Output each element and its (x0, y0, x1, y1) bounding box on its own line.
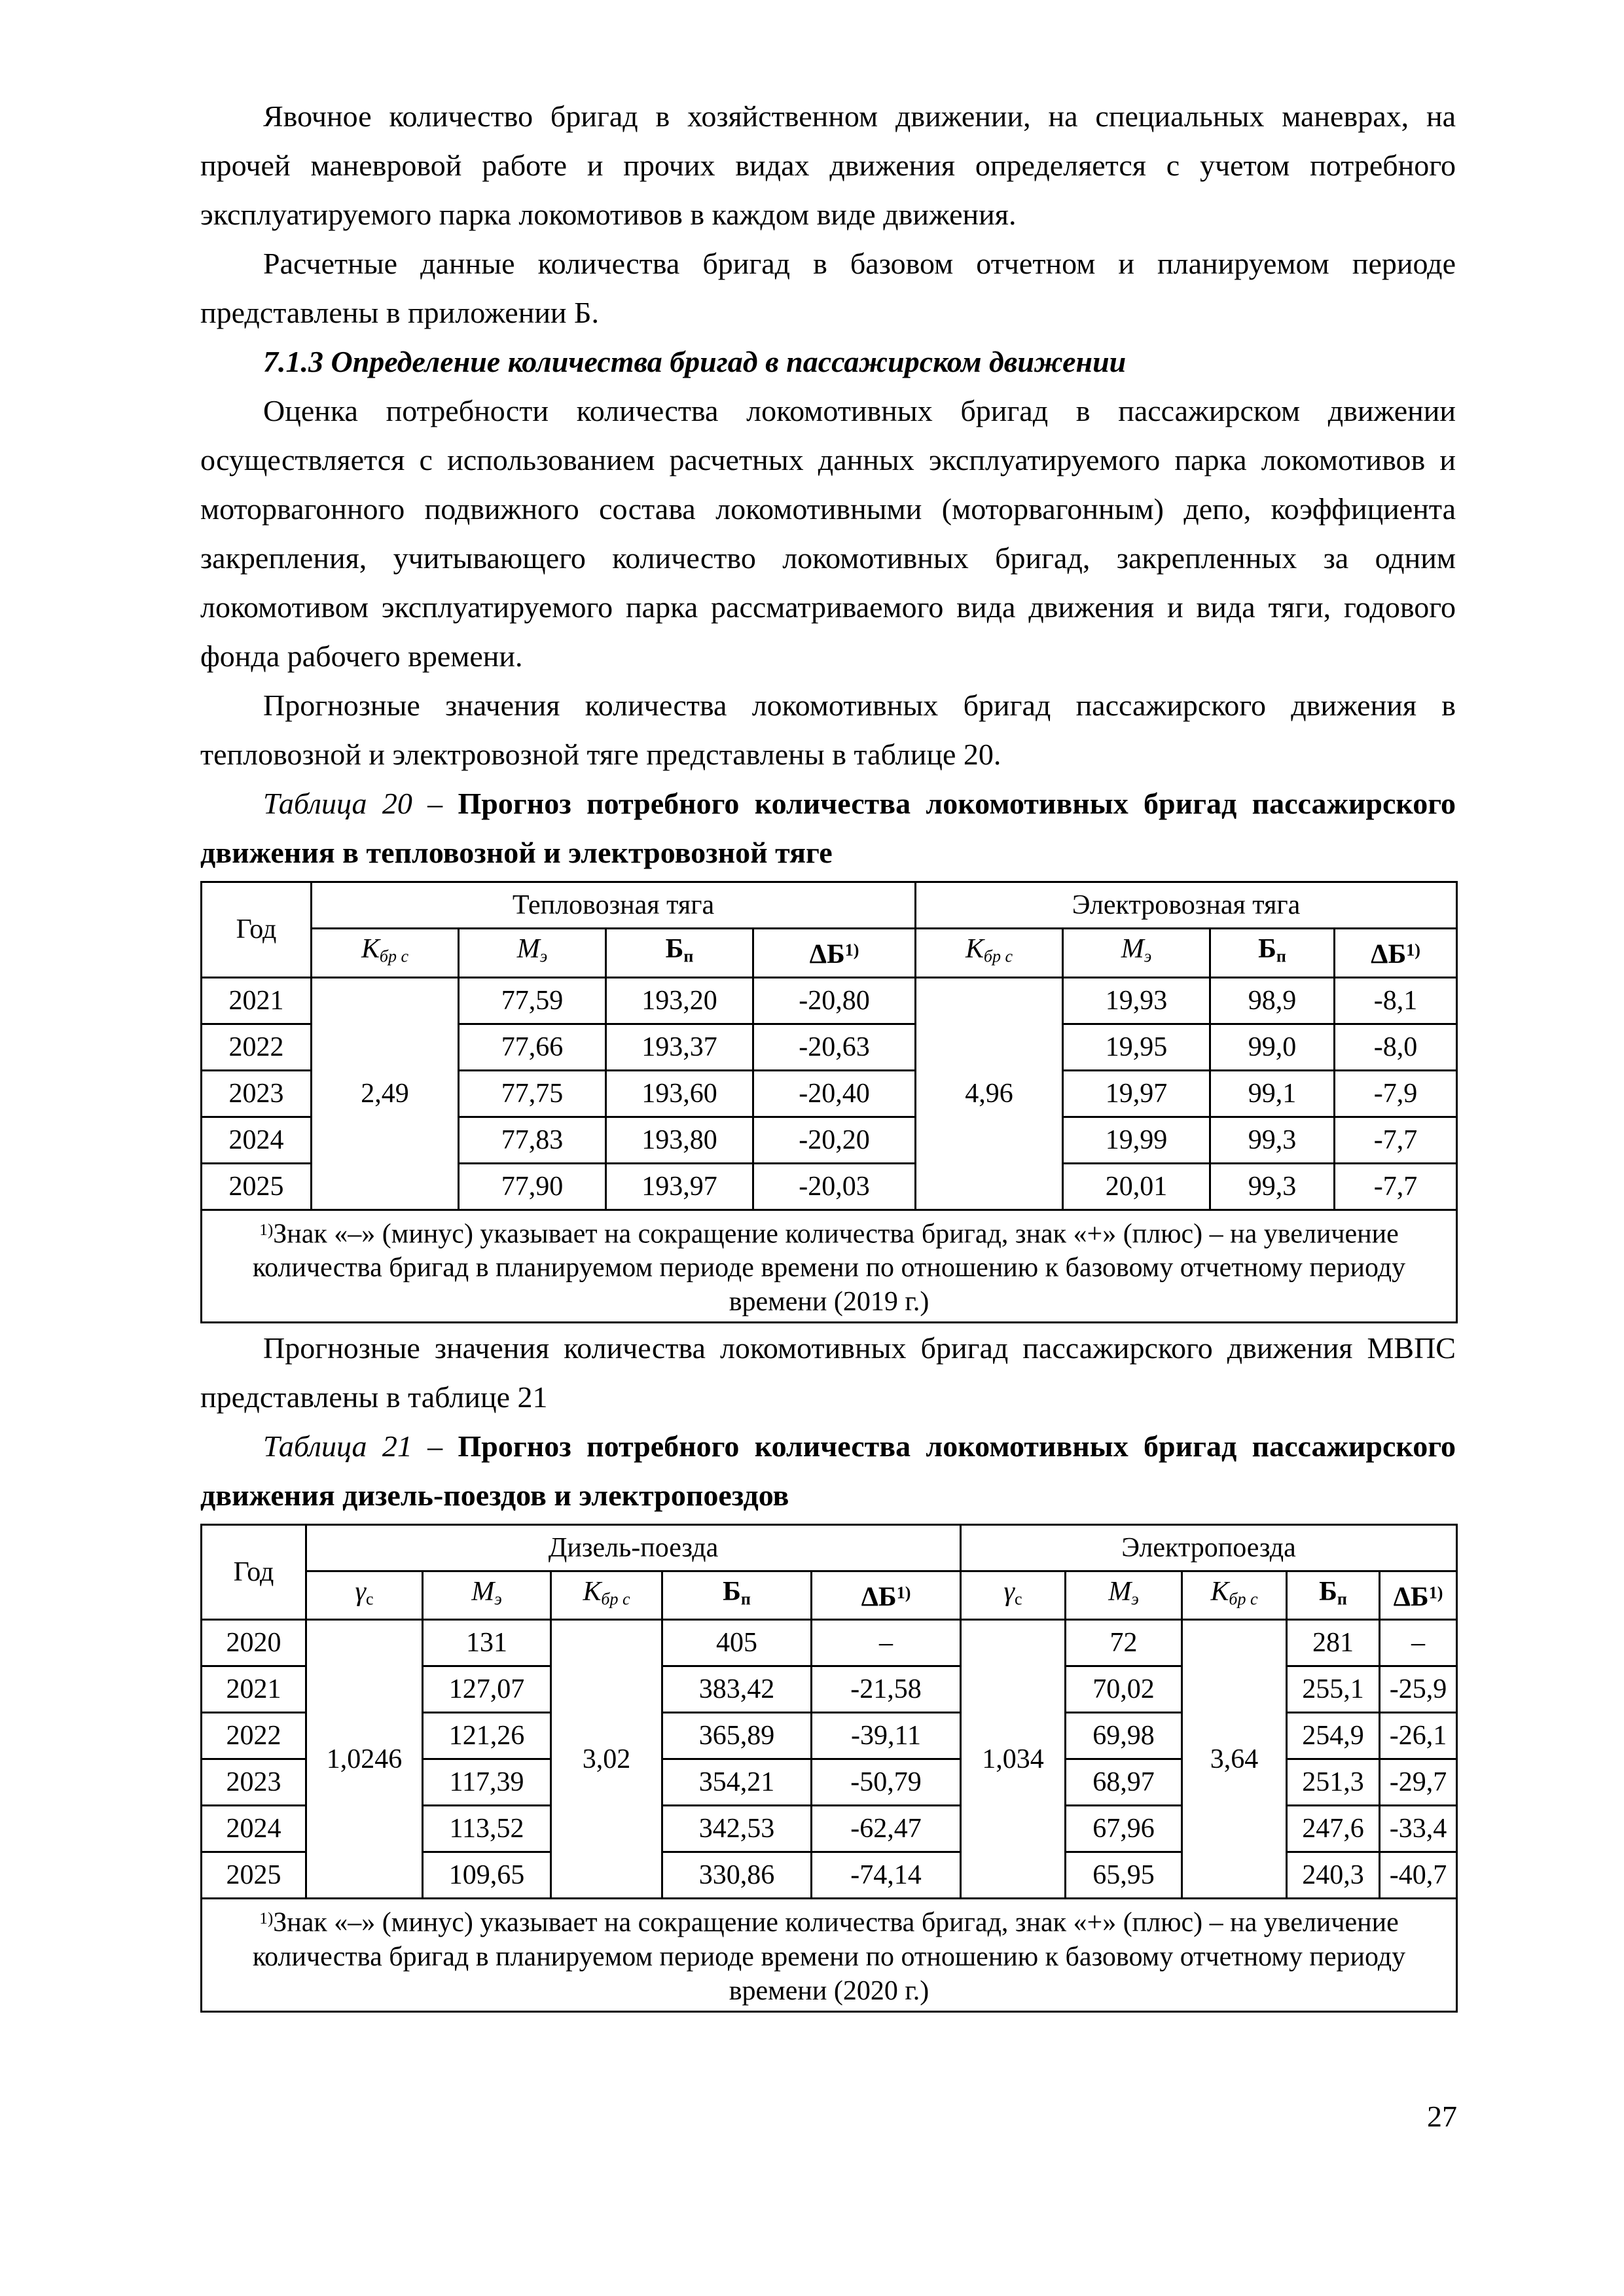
symbol-b: Б (665, 934, 684, 964)
table21-cell-m-electric: 67,96 (1066, 1806, 1182, 1852)
table21-cell-year: 2021 (202, 1666, 306, 1713)
table21-cell-db-electric: -29,7 (1380, 1759, 1457, 1806)
table21-subheader-b-electric (1287, 1571, 1380, 1620)
symbol-k: К (1210, 1576, 1229, 1607)
paragraph-raschetnye: Расчетные данные количества бригад в базовом отчетном и планируемом периоде представлены в приложении Б. (200, 247, 1456, 329)
symbol-m: М (1121, 934, 1144, 964)
symbol-m-sub: э (539, 946, 548, 966)
symbol-m-sub: э (494, 1589, 502, 1609)
table20-subheader-k-diesel (312, 929, 459, 978)
symbol-b: Б (1258, 934, 1276, 964)
table21-caption-label: Таблица 21 – (263, 1429, 458, 1463)
table20-cell-m-diesel: 77,66 (459, 1024, 606, 1070)
symbol-k: К (583, 1576, 602, 1607)
table20-cell-db-electric: -7,9 (1335, 1070, 1457, 1117)
table21-subheader-m-electric (1066, 1571, 1182, 1620)
table20-cell-b-electric: 99,0 (1210, 1024, 1335, 1070)
table20-caption (200, 779, 1456, 877)
symbol-b-sub: п (740, 1589, 751, 1609)
table21-caption-text: Прогноз потребного количества локомотивных бригад пассажирского движения дизель-поездов и электропоездов (200, 1429, 1456, 1512)
table21-cell-db-electric: -25,9 (1380, 1666, 1457, 1713)
table-21 (200, 1524, 1458, 2013)
table21-cell-b-electric: 281 (1287, 1620, 1380, 1666)
symbol-gamma: γ (1003, 1576, 1015, 1607)
table21-header-row-1 (202, 1524, 1457, 1571)
symbol-b: Б (723, 1576, 741, 1607)
table21-cell-b-diesel: 342,53 (662, 1806, 812, 1852)
table20-footnote-row (202, 1210, 1457, 1322)
table20-cell-m-diesel: 77,59 (459, 977, 606, 1024)
symbol-gamma: γ (355, 1576, 366, 1607)
table21-cell-b-diesel: 354,21 (662, 1759, 812, 1806)
table20-subheader-k-electric (916, 929, 1063, 978)
footnote-marker: 1) (259, 1910, 274, 1928)
table21-cell-year: 2022 (202, 1713, 306, 1759)
table20-caption-label: Таблица 20 – (263, 787, 458, 820)
symbol-m: М (516, 934, 540, 964)
table21-cell-b-diesel: 365,89 (662, 1713, 812, 1759)
symbol-m-sub: э (1144, 946, 1152, 966)
table21-cell-b-electric: 251,3 (1287, 1759, 1380, 1806)
table21-cell-year: 2023 (202, 1759, 306, 1806)
table21-cell-m-electric: 70,02 (1066, 1666, 1182, 1713)
table21-cell-m-diesel: 113,52 (423, 1806, 551, 1852)
table21-cell-db-diesel: -62,47 (812, 1806, 961, 1852)
symbol-m: М (1108, 1576, 1132, 1607)
table20-cell-m-electric: 19,93 (1063, 977, 1210, 1024)
table20-cell-b-diesel: 193,20 (606, 977, 753, 1024)
paragraph-yavochnoe: Явочное количество бригад в хозяйственном движении, на специальных маневрах, на прочей маневровой работе и прочих видах движения определяется с учетом потребного эксплуатируемого парка локомотивов в каждом виде движения. (200, 99, 1456, 231)
section-heading-7-1-3: 7.1.3 Определение количества бригад в пассажирском движении (263, 345, 1127, 378)
table20-cell-m-electric: 19,97 (1063, 1070, 1210, 1117)
table21-cell-m-diesel: 121,26 (423, 1713, 551, 1759)
table21-cell-b-diesel: 330,86 (662, 1852, 812, 1899)
table21-subheader-k-electric (1182, 1571, 1287, 1620)
footnote-ref-icon: 1) (1406, 941, 1420, 960)
table20-cell-db-diesel: -20,03 (753, 1163, 916, 1210)
table20-caption-text: Прогноз потребного количества локомотивных бригад пассажирского движения в тепловозной и электровозной тяге (200, 787, 1456, 869)
table21-group-electric-trains: Электропоезда (961, 1524, 1457, 1571)
table20-header-year: Год (202, 882, 312, 978)
table21-cell-db-diesel: -50,79 (812, 1759, 961, 1806)
paragraph-prognoznye-21: Прогнозные значения количества локомотивных бригад пассажирского движения МВПС представлены в таблице 21 (200, 1331, 1456, 1414)
symbol-b-sub: п (1337, 1589, 1347, 1609)
table21-subheader-m-diesel (423, 1571, 551, 1620)
table21-cell-db-diesel: -21,58 (812, 1666, 961, 1713)
table21-group-diesel-trains: Дизель-поезда (306, 1524, 961, 1571)
table20-group-diesel: Тепловозная тяга (312, 882, 916, 929)
table20-subheader-b-electric (1210, 929, 1335, 978)
table-row (202, 977, 1457, 1024)
symbol-k-sub: бр с (1229, 1589, 1258, 1609)
table21-cell-year: 2025 (202, 1852, 306, 1899)
table21-cell-gamma-electric: 1,034 (961, 1620, 1066, 1899)
page-content (200, 92, 1456, 2013)
symbol-delta-b: ΔБ (861, 1582, 897, 1613)
table20-cell-db-electric: -8,1 (1335, 977, 1457, 1024)
symbol-k-sub: бр с (601, 1589, 630, 1609)
table20-cell-b-electric: 99,3 (1210, 1117, 1335, 1163)
paragraph-prognoznye-20: Прогнозные значения количества локомотивных бригад пассажирского движения в тепловозной и электровозной тяге представлены в таблице 20. (200, 689, 1456, 771)
table21-cell-m-electric: 72 (1066, 1620, 1182, 1666)
table21-caption (200, 1422, 1456, 1520)
paragraph-ocenka: Оценка потребности количества локомотивных бригад в пассажирском движении осуществляется с использованием расчетных данных эксплуатируемого парка локомотивов и моторвагонного подвижного состава локомотивными (моторвагонным) депо, коэффициента закрепления, учитывающего количество локомотивных бригад, закрепленных за одним локомотивом эксплуатируемого парка рассматриваемого вида движения и вида тяги, годового фонда рабочего времени. (200, 394, 1456, 673)
table20-subheader-b-diesel (606, 929, 753, 978)
table21-cell-db-electric: – (1380, 1620, 1457, 1666)
table21-cell-m-electric: 69,98 (1066, 1713, 1182, 1759)
table21-header-year: Год (202, 1524, 306, 1620)
table20-cell-year: 2025 (202, 1163, 312, 1210)
table20-cell-year: 2022 (202, 1024, 312, 1070)
table21-cell-b-electric: 254,9 (1287, 1713, 1380, 1759)
symbol-gamma-sub: с (1015, 1589, 1022, 1609)
table21-cell-b-diesel: 405 (662, 1620, 812, 1666)
table20-cell-db-electric: -7,7 (1335, 1163, 1457, 1210)
symbol-b-sub: п (683, 946, 694, 966)
footnote-text: Знак «–» (минус) указывает на сокращение количества бригад, знак «+» (плюс) – на увеличение количества бригад в планируемом периоде времени по отношению к базовому отчетному периоду времени (2019 г.) (252, 1218, 1406, 1317)
table21-cell-m-diesel: 127,07 (423, 1666, 551, 1713)
table21-cell-m-diesel: 117,39 (423, 1759, 551, 1806)
table20-cell-b-diesel: 193,80 (606, 1117, 753, 1163)
table21-cell-m-diesel: 131 (423, 1620, 551, 1666)
table20-cell-b-diesel: 193,60 (606, 1070, 753, 1117)
table21-cell-db-electric: -26,1 (1380, 1713, 1457, 1759)
table21-cell-b-electric: 247,6 (1287, 1806, 1380, 1852)
table20-cell-db-diesel: -20,40 (753, 1070, 916, 1117)
table20-cell-m-diesel: 77,75 (459, 1070, 606, 1117)
symbol-k-sub: бр с (379, 946, 409, 966)
table-20 (200, 881, 1458, 1323)
footnote-text: Знак «–» (минус) указывает на сокращение количества бригад, знак «+» (плюс) – на увеличение количества бригад в планируемом периоде времени по отношению к базовому отчетному периоду времени (2020 г.) (252, 1907, 1406, 2006)
table21-cell-b-electric: 255,1 (1287, 1666, 1380, 1713)
table20-header-row-2 (202, 929, 1457, 978)
table20-cell-b-diesel: 193,97 (606, 1163, 753, 1210)
table20-subheader-db-electric (1335, 929, 1457, 978)
table21-cell-k-electric: 3,64 (1182, 1620, 1287, 1899)
table21-subheader-k-diesel (551, 1571, 662, 1620)
table21-subheader-gamma-diesel (306, 1571, 423, 1620)
table20-subheader-m-electric (1063, 929, 1210, 978)
table21-cell-year: 2020 (202, 1620, 306, 1666)
symbol-b-sub: п (1276, 946, 1286, 966)
symbol-b: Б (1319, 1576, 1337, 1607)
table20-cell-m-electric: 19,99 (1063, 1117, 1210, 1163)
symbol-m: М (471, 1576, 495, 1607)
table21-cell-gamma-diesel: 1,0246 (306, 1620, 423, 1899)
table21-cell-db-electric: -33,4 (1380, 1806, 1457, 1852)
table20-cell-b-electric: 98,9 (1210, 977, 1335, 1024)
page-number: 27 (1427, 2100, 1457, 2133)
table21-cell-b-electric: 240,3 (1287, 1852, 1380, 1899)
table21-header-row-2 (202, 1571, 1457, 1620)
table20-cell-k-electric: 4,96 (916, 977, 1063, 1210)
table20-cell-year: 2023 (202, 1070, 312, 1117)
table21-cell-m-electric: 65,95 (1066, 1852, 1182, 1899)
table20-cell-year: 2021 (202, 977, 312, 1024)
table20-cell-b-electric: 99,1 (1210, 1070, 1335, 1117)
symbol-delta-b: ΔБ (809, 940, 845, 971)
table20-header-row-1 (202, 882, 1457, 929)
table20-cell-db-electric: -8,0 (1335, 1024, 1457, 1070)
table20-cell-db-diesel: -20,63 (753, 1024, 916, 1070)
table-row (202, 1620, 1457, 1666)
symbol-gamma-sub: с (366, 1589, 374, 1609)
table20-cell-db-diesel: -20,80 (753, 977, 916, 1024)
footnote-ref-icon: 1) (844, 941, 859, 960)
table21-subheader-gamma-electric (961, 1571, 1066, 1620)
symbol-delta-b: ΔБ (1393, 1582, 1429, 1613)
symbol-k: К (361, 934, 380, 964)
table21-cell-year: 2024 (202, 1806, 306, 1852)
table20-group-electric: Электровозная тяга (916, 882, 1457, 929)
footnote-ref-icon: 1) (1428, 1583, 1443, 1603)
symbol-delta-b: ΔБ (1371, 940, 1407, 971)
table20-cell-b-electric: 99,3 (1210, 1163, 1335, 1210)
footnote-marker: 1) (259, 1221, 274, 1239)
table21-cell-db-diesel: -39,11 (812, 1713, 961, 1759)
table21-cell-db-diesel: – (812, 1620, 961, 1666)
table21-cell-k-diesel: 3,02 (551, 1620, 662, 1899)
table20-footnote (202, 1210, 1457, 1322)
symbol-k: К (965, 934, 984, 964)
table20-cell-db-electric: -7,7 (1335, 1117, 1457, 1163)
symbol-k-sub: бр с (983, 946, 1013, 966)
table21-cell-b-diesel: 383,42 (662, 1666, 812, 1713)
table20-cell-year: 2024 (202, 1117, 312, 1163)
table21-cell-db-diesel: -74,14 (812, 1852, 961, 1899)
footnote-ref-icon: 1) (896, 1583, 911, 1603)
table21-subheader-db-diesel (812, 1571, 961, 1620)
table20-cell-m-diesel: 77,83 (459, 1117, 606, 1163)
table20-cell-db-diesel: -20,20 (753, 1117, 916, 1163)
table20-subheader-db-diesel (753, 929, 916, 978)
symbol-m-sub: э (1131, 1589, 1139, 1609)
table21-footnote (202, 1899, 1457, 2011)
table20-cell-m-diesel: 77,90 (459, 1163, 606, 1210)
table20-cell-b-diesel: 193,37 (606, 1024, 753, 1070)
table20-cell-m-electric: 20,01 (1063, 1163, 1210, 1210)
table21-footnote-row (202, 1899, 1457, 2011)
table21-cell-m-electric: 68,97 (1066, 1759, 1182, 1806)
table21-cell-m-diesel: 109,65 (423, 1852, 551, 1899)
table20-cell-k-diesel: 2,49 (312, 977, 459, 1210)
table20-cell-m-electric: 19,95 (1063, 1024, 1210, 1070)
table21-subheader-b-diesel (662, 1571, 812, 1620)
table21-cell-db-electric: -40,7 (1380, 1852, 1457, 1899)
table20-subheader-m-diesel (459, 929, 606, 978)
table21-subheader-db-electric (1380, 1571, 1457, 1620)
